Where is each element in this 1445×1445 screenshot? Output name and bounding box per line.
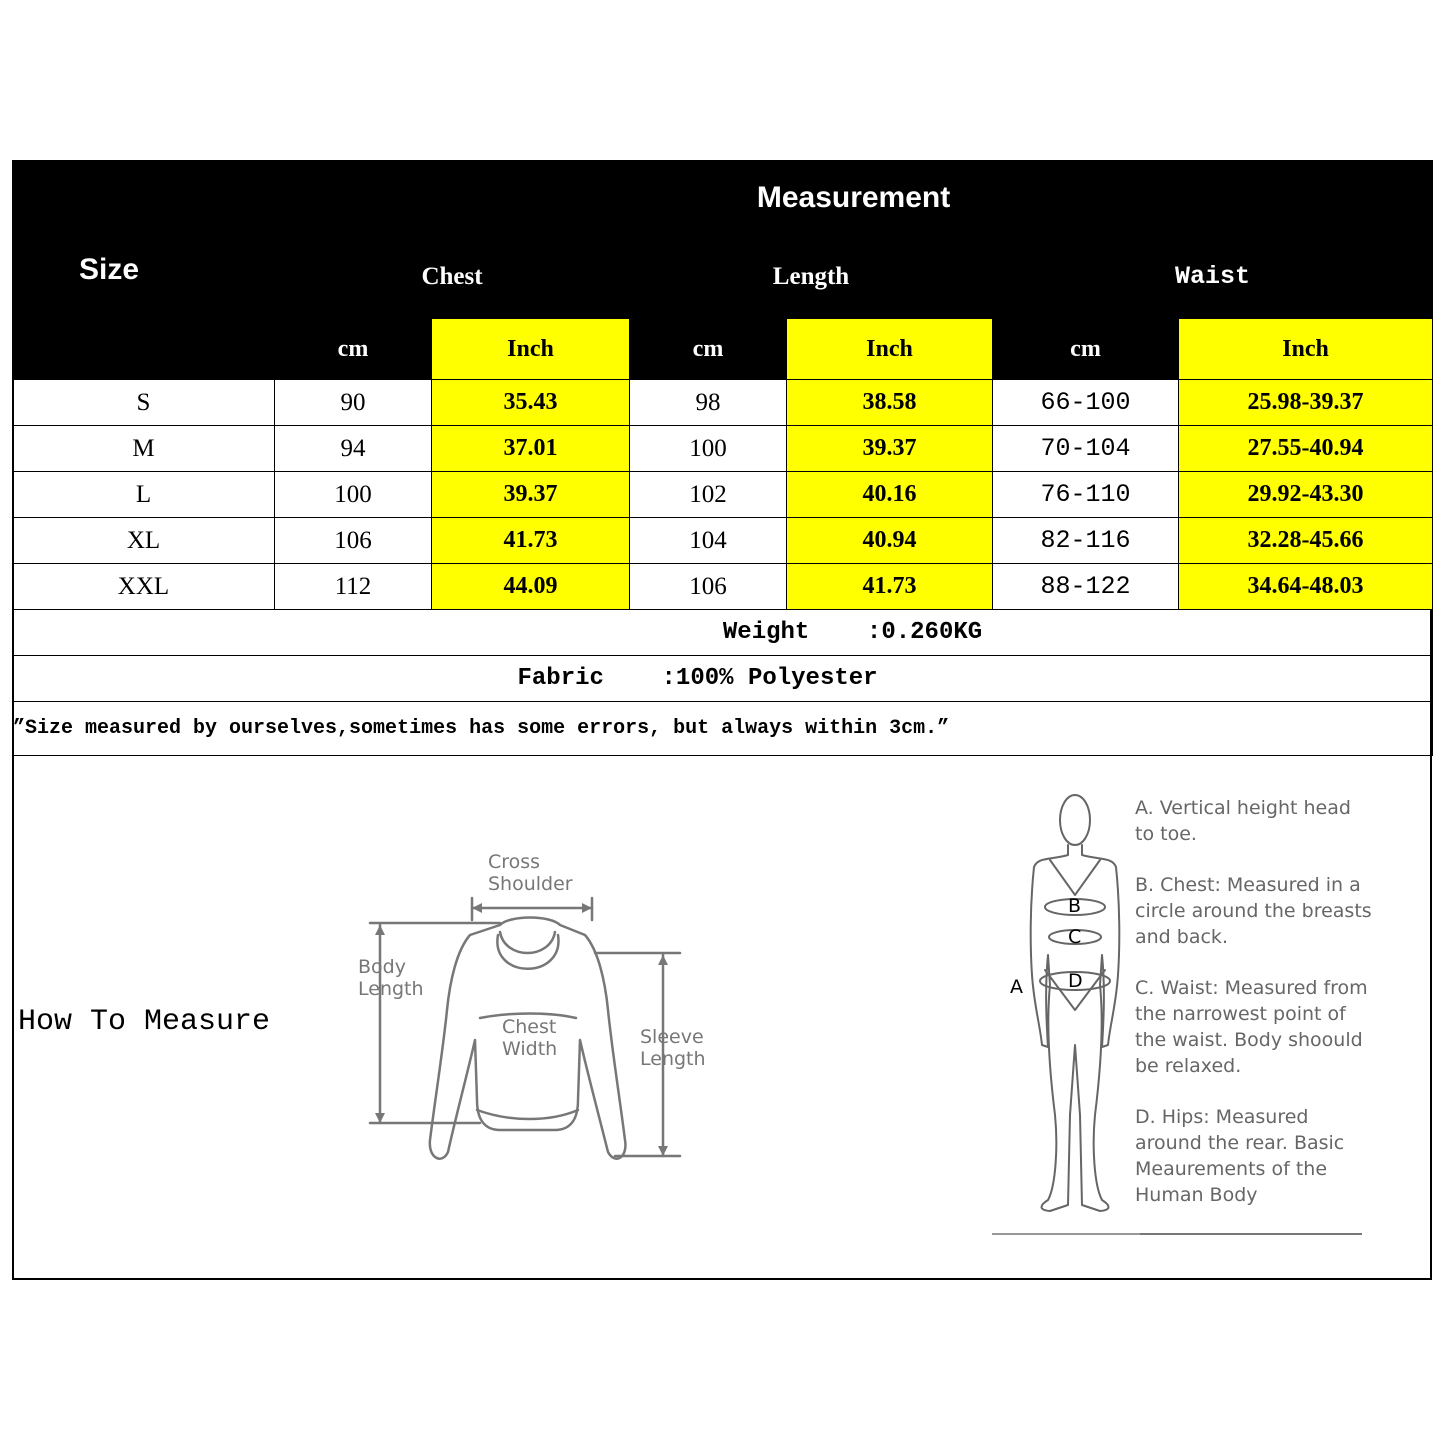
body-length-label: Body <box>358 956 406 978</box>
arrow-icon <box>472 903 482 913</box>
size-cell: XL <box>13 518 275 564</box>
arrow-icon <box>658 1146 668 1156</box>
waist-cm-cell: 66-100 <box>993 380 1179 426</box>
sleeve-length-label: Length <box>640 1048 706 1070</box>
chest-inch-cell: 39.37 <box>432 472 630 518</box>
length-cm-cell: 104 <box>630 518 787 564</box>
label-d: D <box>1068 970 1083 992</box>
measure-legend <box>1135 795 1375 1233</box>
label-c: C <box>1068 926 1082 948</box>
chest-inch-cell: 35.43 <box>432 380 630 426</box>
table-row <box>13 472 1433 518</box>
shirt-hem <box>477 1110 578 1119</box>
bikini-top <box>1050 860 1100 895</box>
sleeve-length-label: Sleeve <box>640 1026 704 1048</box>
label-b: B <box>1068 895 1082 917</box>
table-row <box>13 518 1433 564</box>
table-row <box>13 380 1433 426</box>
legend-item-a: A. Vertical height head to toe. <box>1135 797 1351 845</box>
length-header: Length <box>630 235 993 319</box>
table-row <box>13 426 1433 472</box>
legend-item-c: C. Waist: Measured from the narrowest point of the waist. Body shoould be relaxed. <box>1135 977 1368 1077</box>
length-inch-cell: 40.94 <box>787 518 993 564</box>
unit-inch-header: Inch <box>787 319 993 380</box>
cross-shoulder-label: Cross <box>488 851 541 873</box>
chest-cm-cell: 100 <box>275 472 432 518</box>
length-cm-cell: 102 <box>630 472 787 518</box>
chest-cm-cell: 94 <box>275 426 432 472</box>
waist-inch-cell: 25.98-39.37 <box>1179 380 1433 426</box>
legend-item-b: B. Chest: Measured in a circle around the breasts and back. <box>1135 874 1372 948</box>
arrow-icon <box>375 1113 385 1123</box>
chest-cm-cell: 90 <box>275 380 432 426</box>
head-outline <box>1060 795 1090 845</box>
unit-cm-header: cm <box>630 319 787 380</box>
arrow-icon <box>375 925 385 935</box>
length-cm-cell: 98 <box>630 380 787 426</box>
size-cell: L <box>13 472 275 518</box>
chest-header: Chest <box>275 235 630 319</box>
length-inch-cell: 40.16 <box>787 472 993 518</box>
legend-item-d: D. Hips: Measured around the rear. Basic Meaurements of the Human Body <box>1135 1106 1345 1206</box>
chest-inch-cell: 44.09 <box>432 564 630 610</box>
label-a: A <box>1010 976 1023 998</box>
length-cm-cell: 100 <box>630 426 787 472</box>
shirt-collar <box>500 932 555 953</box>
table-row <box>13 564 1433 610</box>
chest-width-label: Chest <box>502 1016 557 1038</box>
waist-cm-cell: 76-110 <box>993 472 1179 518</box>
size-chart-table <box>12 160 1433 756</box>
chest-cm-cell: 112 <box>275 564 432 610</box>
arrow-icon <box>658 955 668 965</box>
cross-shoulder-label: Shoulder <box>488 873 573 895</box>
chest-inch-cell: 41.73 <box>432 518 630 564</box>
measurement-header: Measurement <box>275 161 1433 235</box>
chest-cm-cell: 106 <box>275 518 432 564</box>
chest-inch-cell: 37.01 <box>432 426 630 472</box>
length-inch-cell: 41.73 <box>787 564 993 610</box>
unit-inch-header: Inch <box>1179 319 1433 380</box>
weight-row: Weight :0.260KG <box>13 610 1433 656</box>
fabric-row: Fabric :100% Polyester <box>13 656 1433 702</box>
waist-header: Waist <box>993 235 1433 319</box>
chest-width-label: Width <box>502 1038 558 1060</box>
body-length-label: Length <box>358 978 424 1000</box>
unit-cm-header: cm <box>993 319 1179 380</box>
body-measure-diagram <box>990 785 1140 1240</box>
arrow-icon <box>582 903 592 913</box>
length-inch-cell: 39.37 <box>787 426 993 472</box>
waist-inch-cell: 27.55-40.94 <box>1179 426 1433 472</box>
unit-cm-header: cm <box>275 319 432 380</box>
size-note: ”Size measured by ourselves,sometimes has some errors, but always within 3cm.” <box>13 702 1433 756</box>
size-cell: M <box>13 426 275 472</box>
body-baseline-ext <box>1140 1233 1362 1235</box>
length-inch-cell: 38.58 <box>787 380 993 426</box>
waist-cm-cell: 70-104 <box>993 426 1179 472</box>
waist-inch-cell: 34.64-48.03 <box>1179 564 1433 610</box>
waist-cm-cell: 88-122 <box>993 564 1179 610</box>
waist-cm-cell: 82-116 <box>993 518 1179 564</box>
length-cm-cell: 106 <box>630 564 787 610</box>
unit-inch-header: Inch <box>432 319 630 380</box>
waist-inch-cell: 29.92-43.30 <box>1179 472 1433 518</box>
how-to-measure-label: How To Measure <box>18 1005 271 1039</box>
size-cell: XXL <box>13 564 275 610</box>
waist-inch-cell: 32.28-45.66 <box>1179 518 1433 564</box>
shirt-measure-diagram <box>350 840 720 1170</box>
size-cell: S <box>13 380 275 426</box>
size-header: Size <box>13 161 275 380</box>
